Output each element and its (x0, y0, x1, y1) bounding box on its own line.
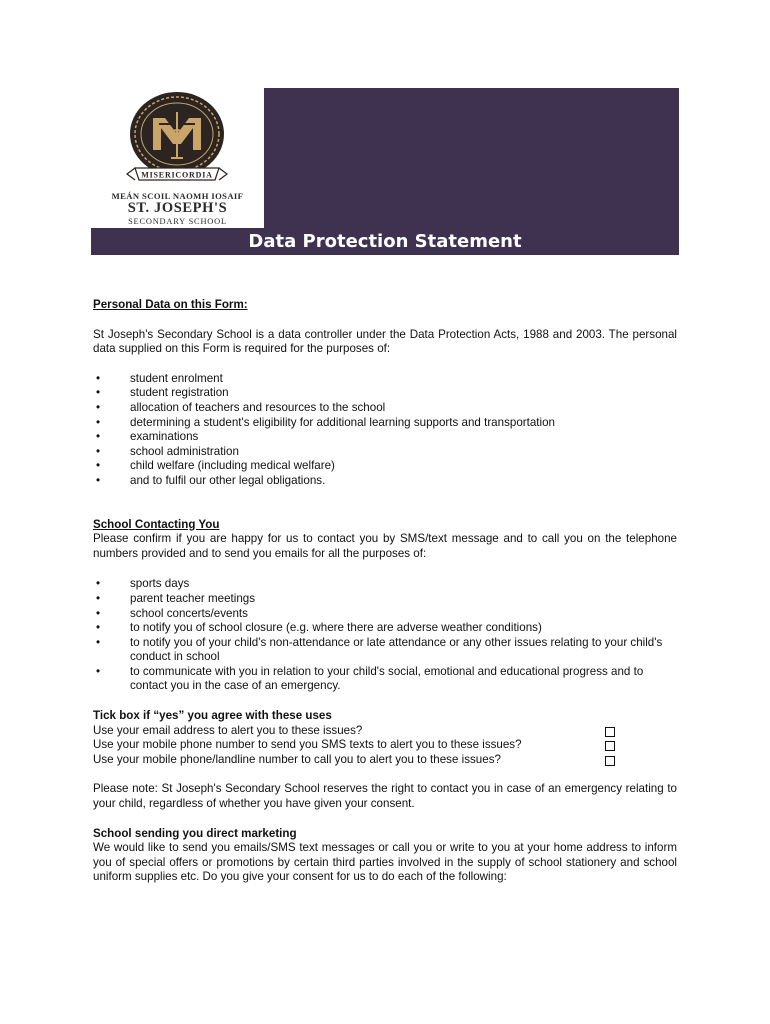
list-item-text: to notify you of school closure (e.g. where there are adverse weather conditions) (130, 621, 542, 635)
tick-row (93, 753, 677, 768)
list-item-text: determining a student's eligibility for additional learning supports and transportation (130, 415, 555, 429)
list-item (93, 445, 677, 460)
marketing-text: We would like to send you emails/SMS text messages or call you or write to you at your home address to inform you of special offers or promotions by certain third parties involved in the supply of school stationery and school uniform supplies etc. Do you give your consent for us to do each of the following: (93, 841, 677, 884)
list-item-text: examinations (130, 430, 199, 444)
bullet-icon: • (95, 459, 101, 473)
marketing-heading: School sending you direct marketing (93, 826, 297, 840)
list-item-text: allocation of teachers and resources to the school (130, 400, 386, 414)
bullet-icon: • (95, 415, 101, 429)
bullet-icon: • (95, 473, 101, 487)
consent-checkbox[interactable] (605, 727, 615, 737)
list-item (93, 621, 677, 636)
motto-text: MISERICORDIA (141, 170, 213, 180)
list-item-text: parent teacher meetings (130, 591, 256, 605)
list-item-text: to communicate with you in relation to your child's social, emotional and educational progress and to contact you in the case of an emergency. (130, 664, 644, 693)
bullet-icon: • (95, 386, 101, 400)
school-name: ST. JOSEPH'S (127, 200, 228, 216)
header-purple-panel (264, 88, 679, 228)
bullet-icon: • (95, 591, 101, 605)
bullet-icon: • (95, 371, 101, 385)
contacting-heading: School Contacting You (93, 517, 220, 531)
list-item (93, 577, 677, 592)
crest-icon (115, 88, 240, 188)
tick-heading: Tick box if “yes” you agree with these uses (93, 709, 332, 723)
list-item (93, 636, 677, 665)
page-title: Data Protection Statement (91, 228, 679, 255)
consent-checkbox[interactable] (605, 756, 615, 766)
tick-row (93, 724, 677, 739)
list-item (93, 386, 677, 401)
header-banner (91, 88, 679, 255)
document-body (93, 298, 677, 885)
bullet-icon: • (95, 400, 101, 414)
list-item (93, 474, 677, 489)
list-item (93, 430, 677, 445)
bullet-icon: • (95, 635, 101, 649)
tick-row-label: Use your email address to alert you to these issues? (93, 723, 363, 737)
personal-data-intro: St Joseph's Secondary School is a data controller under the Data Protection Acts, 1988 and 2003. The personal data supplied on this Form is required for the purposes of: (93, 327, 677, 356)
list-item-text: child welfare (including medical welfare) (130, 459, 335, 473)
tick-row-label: Use your mobile phone/landline number to call you to alert you to these issues? (93, 752, 501, 766)
school-logo (91, 88, 264, 228)
list-item (93, 665, 677, 694)
list-item (93, 459, 677, 474)
list-item (93, 592, 677, 607)
list-item (93, 372, 677, 387)
list-item-text: student registration (130, 386, 229, 400)
bullet-icon: • (95, 664, 101, 678)
list-item-text: sports days (130, 577, 190, 591)
list-item-text: and to fulfil our other legal obligations. (130, 473, 326, 487)
list-item (93, 607, 677, 622)
consent-checkbox[interactable] (605, 741, 615, 751)
tick-row (93, 738, 677, 753)
list-item-text: school concerts/events (130, 606, 248, 620)
bullet-icon: • (95, 577, 101, 591)
list-item-text: to notify you of your child's non-attendance or late attendance or any other issues relating to your child's conduct in school (130, 635, 663, 664)
bullet-icon: • (95, 606, 101, 620)
personal-data-purposes-list (93, 372, 677, 489)
bullet-icon: • (95, 621, 101, 635)
list-item-text: student enrolment (130, 371, 223, 385)
contacting-intro: Please confirm if you are happy for us to contact you by SMS/text message and to call you on the telephone numbers provided and to send you emails for all the purposes of: (93, 532, 677, 560)
list-item (93, 401, 677, 416)
personal-data-heading: Personal Data on this Form: (93, 298, 248, 311)
list-item (93, 416, 677, 431)
school-subtitle: SECONDARY SCHOOL (128, 217, 227, 226)
tick-row-label: Use your mobile phone number to send you SMS texts to alert you to these issues? (93, 738, 522, 752)
school-irish-name: MEÁN SCOIL NAOMH IOSAIF (111, 191, 244, 201)
emergency-note: Please note: St Joseph's Secondary School reserves the right to contact you in case of an emergency relating to your child, regardless of whether you have given your consent. (93, 782, 677, 811)
bullet-icon: • (95, 444, 101, 458)
list-item-text: school administration (130, 444, 239, 458)
bullet-icon: • (95, 430, 101, 444)
tick-rows (93, 724, 677, 768)
contacting-purposes-list (93, 577, 677, 694)
